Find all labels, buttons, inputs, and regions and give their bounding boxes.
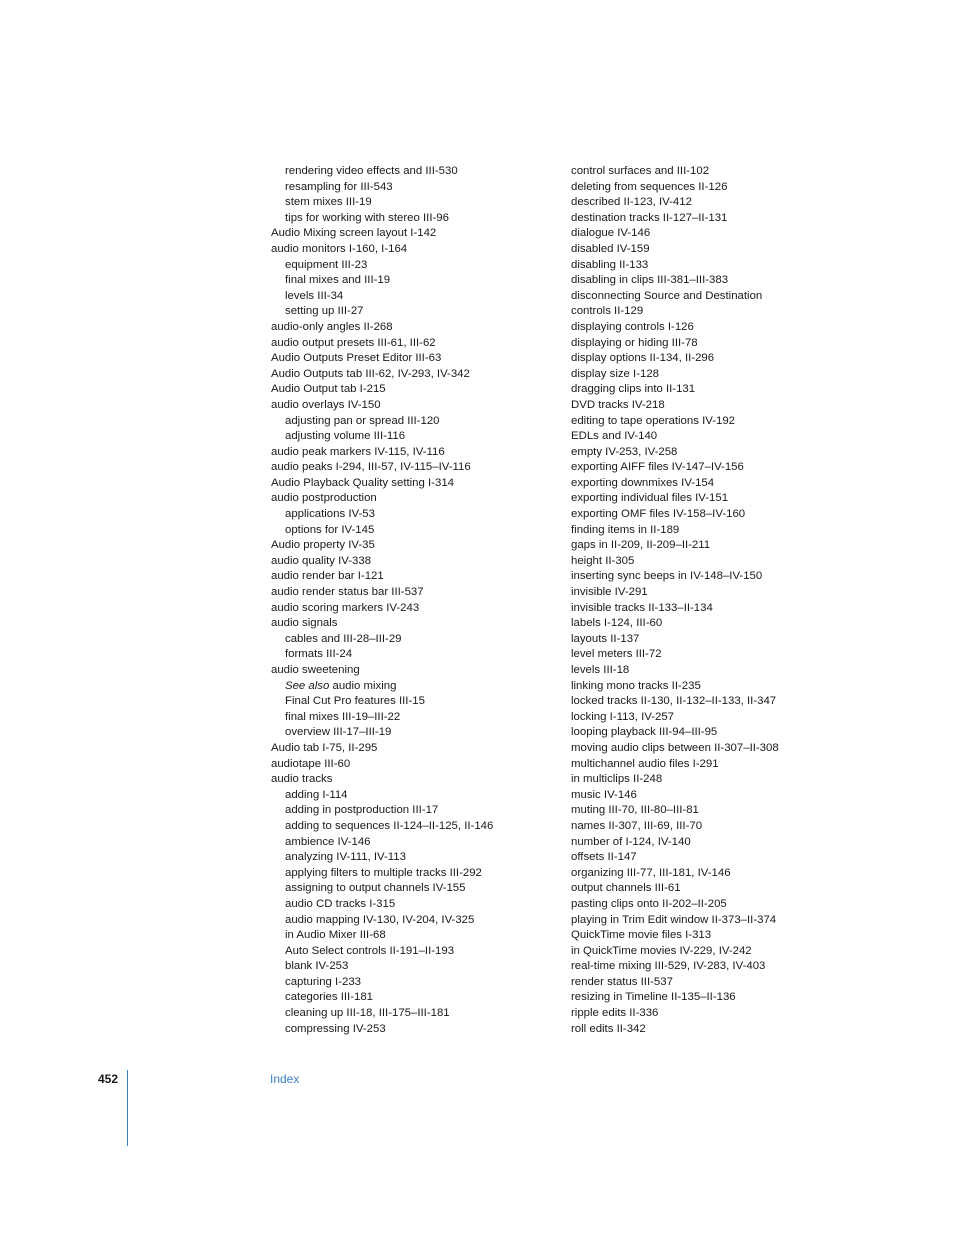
index-entry: locking I-113, IV-257 [571, 710, 674, 723]
index-entry: displaying or hiding III-78 [571, 336, 698, 349]
index-subentry: assigning to output channels IV-155 [285, 882, 466, 895]
index-entry: audio output presets III-61, III-62 [271, 336, 436, 349]
index-entry: audio quality IV-338 [271, 554, 372, 567]
index-subentry: audio CD tracks I-315 [285, 897, 396, 910]
index-entry: names II-307, III-69, III-70 [571, 819, 703, 832]
index-entry: locked tracks II-130, II-132–II-133, II-347 [571, 695, 777, 708]
index-column-left [271, 164, 546, 1037]
index-subentry: adding to sequences II-124–II-125, II-146 [285, 819, 494, 832]
index-entry: Audio Outputs Preset Editor III-63 [271, 352, 442, 365]
index-subentry: applying filters to multiple tracks III-292 [285, 866, 482, 879]
index-entry: number of I-124, IV-140 [571, 835, 691, 848]
index-subentry: cables and III-28–III-29 [285, 632, 402, 645]
index-entry: displaying controls I-126 [571, 320, 694, 333]
index-entry: level meters III-72 [571, 648, 662, 661]
index-entry: music IV-146 [571, 788, 637, 801]
index-entry: muting III-70, III-80–III-81 [571, 804, 699, 817]
index-subentry: adding in postproduction III-17 [285, 804, 439, 817]
index-subentry: rendering video effects and III-530 [285, 165, 458, 177]
see-also-label: See also [285, 679, 330, 692]
index-subentry: audio mapping IV-130, IV-204, IV-325 [285, 913, 475, 926]
index-entry: ripple edits II-336 [571, 1007, 659, 1020]
index-entry-text: audio mixing [332, 679, 397, 692]
index-subentry: overview III-17–III-19 [285, 726, 392, 739]
index-entry: exporting individual files IV-151 [571, 492, 729, 505]
index-subentry: compressing IV-253 [285, 1022, 386, 1035]
index-entry: invisible tracks II-133–II-134 [571, 601, 713, 614]
index-entry: labels I-124, III-60 [571, 617, 663, 630]
index-entry: audiotape III-60 [271, 757, 351, 770]
index-entry: audio signals [271, 617, 338, 630]
index-entry: multichannel audio files I-291 [571, 757, 719, 770]
index-subentry: equipment III-23 [285, 258, 368, 271]
index-entry: audio peaks I-294, III-57, IV-115–IV-116 [271, 461, 471, 474]
index-subentry: setting up III-27 [285, 305, 364, 318]
index-entry: levels III-18 [571, 664, 630, 676]
index-subentry: analyzing IV-111, IV-113 [285, 851, 406, 864]
index-subentry: adjusting volume III-116 [285, 430, 406, 443]
index-subentry: cleaning up III-18, III-175–III-181 [285, 1007, 450, 1020]
index-subentry: adding I-114 [285, 788, 348, 801]
index-entry: disabled IV-159 [571, 242, 650, 255]
index-entry: audio-only angles II-268 [271, 320, 393, 333]
index-entry: roll edits II-342 [571, 1022, 646, 1035]
index-entry: audio monitors I-160, I-164 [271, 242, 408, 255]
index-subentry: Final Cut Pro features III-15 [285, 695, 425, 708]
index-column-right [571, 164, 811, 1037]
index-entry: audio peak markers IV-115, IV-116 [271, 445, 445, 458]
index-entry: dialogue IV-146 [571, 227, 651, 240]
index-entry: empty IV-253, IV-258 [571, 445, 678, 458]
index-subentry: blank IV-253 [285, 960, 349, 973]
index-subentry: tips for working with stereo III-96 [285, 211, 449, 224]
index-entry: playing in Trim Edit window II-373–II-374 [571, 913, 777, 926]
index-entry: audio render bar I-121 [271, 570, 384, 583]
index-subentry: adjusting pan or spread III-120 [285, 414, 440, 427]
index-entry: editing to tape operations IV-192 [571, 414, 736, 427]
index-subentry: levels III-34 [285, 289, 344, 302]
footer-section-title: Index [270, 1072, 300, 1086]
index-entry: height II-305 [571, 554, 635, 567]
index-entry: described II-123, IV-412 [571, 196, 692, 209]
index-subentry: categories III-181 [285, 991, 374, 1004]
index-subentry: final mixes III-19–III-22 [285, 710, 401, 723]
index-entry: disconnecting Source and Destination [571, 289, 763, 302]
index-entry: deleting from sequences II-126 [571, 180, 728, 193]
index-entry: render status III-537 [571, 975, 673, 988]
index-entry: resizing in Timeline II-135–II-136 [571, 991, 736, 1004]
index-subentry: applications IV-53 [285, 508, 375, 521]
index-entry: DVD tracks IV-218 [571, 398, 665, 411]
index-entry: disabling in clips III-381–III-383 [571, 274, 729, 287]
index-entry: inserting sync beeps in IV-148–IV-150 [571, 570, 763, 583]
index-entry: moving audio clips between II-307–II-308 [571, 741, 779, 754]
index-entry: organizing III-77, III-181, IV-146 [571, 866, 731, 879]
index-subentry: formats III-24 [285, 648, 353, 661]
index-entry: exporting OMF files IV-158–IV-160 [571, 508, 746, 521]
footer-divider [127, 1070, 128, 1146]
index-entry: real-time mixing III-529, IV-283, IV-403 [571, 960, 766, 973]
index-subentry: in Audio Mixer III-68 [285, 929, 386, 942]
page-number: 452 [98, 1072, 119, 1086]
index-entry: audio tracks [271, 773, 333, 786]
index-entry: pasting clips onto II-202–II-205 [571, 897, 727, 910]
index-entry: invisible IV-291 [571, 586, 648, 599]
index-entry: exporting downmixes IV-154 [571, 476, 715, 489]
index-entry: EDLs and IV-140 [571, 430, 658, 443]
index-entry: offsets II-147 [571, 851, 637, 864]
index-entry: audio overlays IV-150 [271, 398, 381, 411]
index-entry: audio postproduction [271, 492, 377, 505]
index-entry: Audio tab I-75, II-295 [271, 741, 378, 754]
index-entry: looping playback III-94–III-95 [571, 726, 718, 739]
index-entry: Audio Outputs tab III-62, IV-293, IV-342 [271, 367, 470, 380]
index-subentry: capturing I-233 [285, 975, 361, 988]
index-entry: audio render status bar III-537 [271, 586, 424, 599]
index-entry: Audio Output tab I-215 [271, 383, 386, 396]
index-entry: Audio property IV-35 [271, 539, 375, 552]
index-subentry: stem mixes III-19 [285, 196, 372, 209]
index-entry: control surfaces and III-102 [571, 165, 710, 177]
index-entry: display size I-128 [571, 367, 660, 380]
index-subentry: final mixes and III-19 [285, 274, 391, 287]
index-entry: disabling II-133 [571, 258, 649, 271]
index-entry: QuickTime movie files I-313 [571, 929, 712, 942]
index-subentry: options for IV-145 [285, 523, 375, 536]
index-entry: layouts II-137 [571, 632, 640, 645]
index-entry: linking mono tracks II-235 [571, 679, 701, 692]
index-subentry [271, 679, 546, 695]
index-entry: destination tracks II-127–II-131 [571, 211, 728, 224]
index-entry: audio scoring markers IV-243 [271, 601, 420, 614]
index-entry: Audio Mixing screen layout I-142 [271, 227, 437, 240]
index-entry: in multiclips II-248 [571, 773, 663, 786]
index-entry: Audio Playback Quality setting I-314 [271, 476, 454, 489]
index-entry: finding items in II-189 [571, 523, 680, 536]
index-subentry: ambience IV-146 [285, 835, 371, 848]
index-entry: audio sweetening [271, 664, 360, 676]
index-subentry: Auto Select controls II-191–II-193 [285, 944, 455, 957]
index-entry: display options II-134, II-296 [571, 352, 715, 365]
index-subentry: resampling for III-543 [285, 180, 393, 193]
index-entry: exporting AIFF files IV-147–IV-156 [571, 461, 744, 474]
index-entry: in QuickTime movies IV-229, IV-242 [571, 944, 752, 957]
index-entry: gaps in II-209, II-209–II-211 [571, 539, 711, 552]
index-entry: output channels III-61 [571, 882, 681, 895]
index-entry: dragging clips into II-131 [571, 383, 696, 396]
index-entry: controls II-129 [571, 305, 644, 318]
